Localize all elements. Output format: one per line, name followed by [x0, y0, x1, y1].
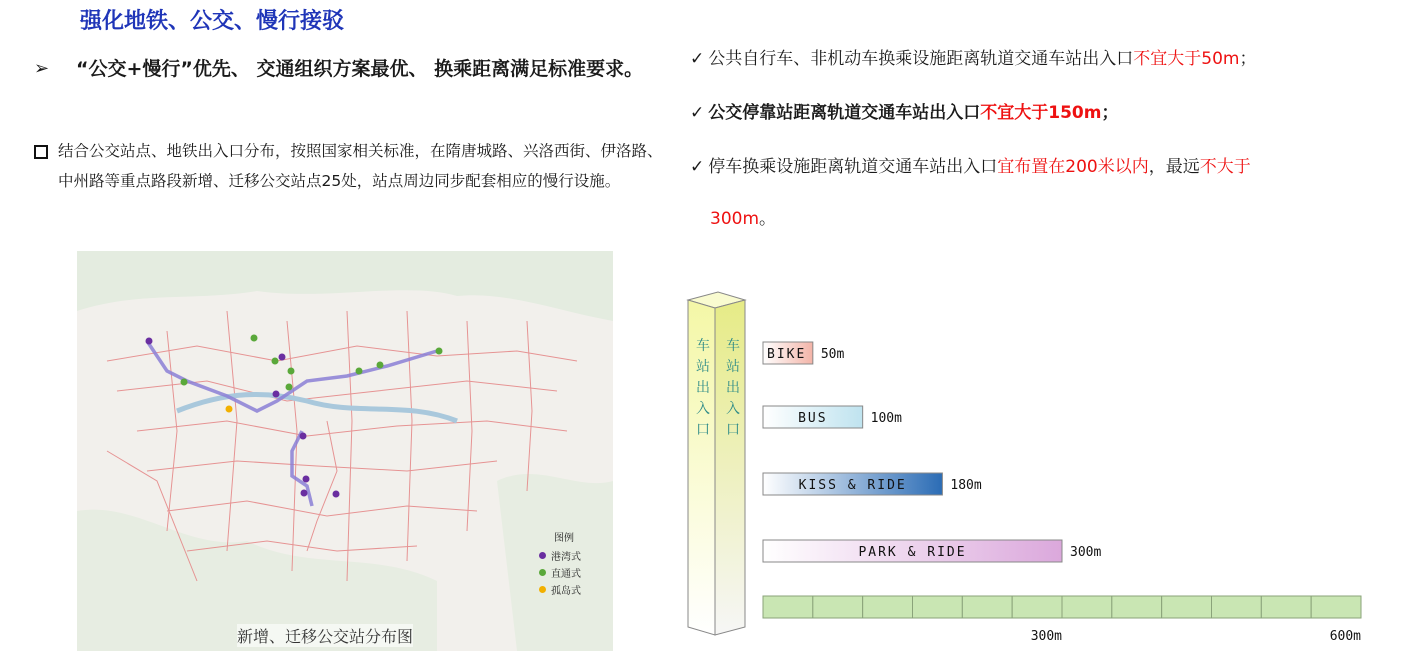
legend-title: 图例: [554, 533, 574, 544]
bus-station-map: [77, 251, 613, 651]
station-label-char: 出: [696, 380, 710, 396]
bar-value-label: 180m: [950, 478, 982, 493]
bullet-stations-text: 结合公交站点、地铁出入口分布，按照国家相关标准，在隋唐城路、兴洛西街、伊洛路、中州路等重点路段新增、迁移公交站点25处，站点周边同步配套相应的慢行设施。: [58, 142, 663, 190]
scale-segment: [1162, 596, 1212, 618]
standard-bus: [690, 98, 1118, 123]
bar-value-label: 50m: [820, 347, 845, 362]
scale-tick-label: 600m: [1329, 629, 1361, 644]
scale-segment: [763, 596, 813, 618]
yellow-dot-icon: [539, 586, 546, 593]
scale-segment: [1012, 596, 1062, 618]
distance-chart: [683, 290, 1403, 650]
bar-category-label: PARK & RIDE: [858, 545, 967, 560]
standard-park-distance: 300m: [710, 209, 760, 229]
scale-segment: [1212, 596, 1262, 618]
scale-segment: [1112, 596, 1162, 618]
bar-value-label: 100m: [870, 411, 902, 426]
station-label-char: 站: [726, 359, 740, 375]
scale-segment: [1062, 596, 1112, 618]
standard-bus-tail: ；: [1101, 103, 1119, 123]
scale-segment: [1261, 596, 1311, 618]
page-title: 强化地铁、公交、慢行接驳: [80, 9, 345, 34]
distance-chart-svg: [683, 290, 1403, 650]
green-dot-icon: [539, 569, 546, 576]
bar-value-label: 300m: [1070, 545, 1102, 560]
standard-bike-limit: 不宜大于50m: [1133, 49, 1240, 69]
standard-park-text: 停车换乘设施距离轨道交通车站出入口: [708, 157, 998, 177]
scale-tick-label: 300m: [1030, 629, 1062, 644]
standard-park-tail: 。: [759, 209, 777, 229]
station-label-char: 入: [696, 401, 710, 417]
standard-bike-tail: ；: [1239, 49, 1257, 69]
standard-park-mid: ，最远: [1148, 157, 1200, 177]
bullet-stations: [34, 136, 674, 196]
map-caption: 新增、迁移公交站分布图: [237, 624, 413, 647]
legend-item-harbor: [529, 548, 599, 563]
bullet-priority: [34, 48, 674, 90]
purple-dot-icon: [539, 552, 546, 559]
standard-bus-limit: 不宜大于150m: [980, 103, 1102, 123]
standard-bike-text: 公共自行车、非机动车换乘设施距离轨道交通车站出入口: [708, 49, 1134, 69]
bar-category-label: KISS & RIDE: [798, 478, 907, 493]
legend-item-label: 直通式: [551, 569, 581, 580]
standard-park-limit2: 不大于: [1199, 157, 1251, 177]
scale-segment: [962, 596, 1012, 618]
station-label-char: 车: [696, 338, 710, 354]
standard-park-limit: 宜布置在200米以内: [997, 157, 1149, 177]
standard-bike: [690, 44, 1256, 69]
station-label-char: 站: [696, 359, 710, 375]
legend-item-island: [529, 582, 599, 597]
station-label-char: 入: [726, 401, 740, 417]
station-label-char: 口: [696, 422, 710, 438]
check-icon: ✓: [690, 157, 705, 177]
check-icon: ✓: [690, 49, 705, 69]
standard-park-line2: [710, 204, 776, 229]
standard-bus-text: 公交停靠站距离轨道交通车站出入口: [708, 103, 981, 123]
scale-segment: [1311, 596, 1361, 618]
bar-category-label: BIKE: [767, 347, 807, 362]
station-label-char: 口: [726, 422, 740, 438]
legend-item-label: 孤岛式: [551, 586, 581, 597]
square-bullet-icon: [34, 145, 48, 159]
bar-category-label: BUS: [798, 411, 828, 426]
legend-item-through: [529, 565, 599, 580]
standard-park: [690, 152, 1251, 177]
station-label-char: 出: [726, 380, 740, 396]
check-icon: ✓: [690, 103, 705, 123]
scale-segment: [913, 596, 963, 618]
station-label-char: 车: [726, 338, 740, 354]
arrow-bullet-icon: ➢: [34, 58, 50, 79]
scale-segment: [863, 596, 913, 618]
scale-segment: [813, 596, 863, 618]
map-legend: [529, 529, 599, 599]
bullet-priority-text: “公交+慢行”优先、 交通组织方案最优、 换乘距离满足标准要求。: [76, 58, 644, 80]
legend-item-label: 港湾式: [551, 552, 581, 563]
